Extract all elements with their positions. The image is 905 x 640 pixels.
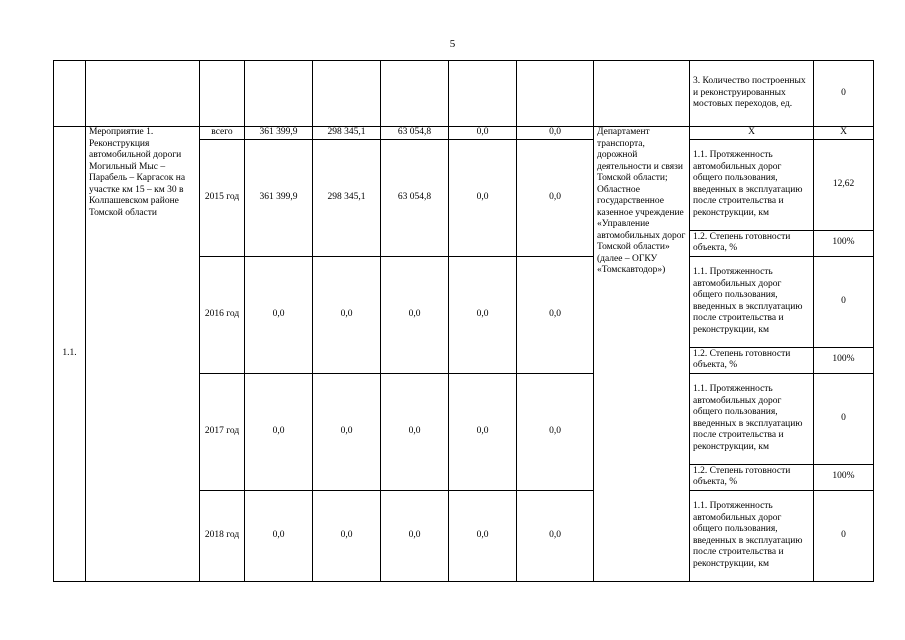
value-cell: 0,0 <box>313 373 381 490</box>
indicator-value-cell: 0 <box>814 490 874 581</box>
value-cell: 361 399,9 <box>245 139 313 256</box>
value-cell: 0,0 <box>245 256 313 373</box>
value-cell: 0,0 <box>517 256 594 373</box>
period-cell: 2018 год <box>200 490 245 581</box>
indicator-cell: 1.2. Степень готовности объекта, % <box>690 230 814 256</box>
value-cell: 0,0 <box>245 490 313 581</box>
value-cell: 0,0 <box>449 127 517 140</box>
period-cell: 2015 год <box>200 139 245 256</box>
executor-cell: Департамент транспорта, дорожной деятельности и связи Томской области; Областное государственное казенное учреждение «Управление автомобильных дорог Томской области» (далее – ОГКУ «Томскавтодор») <box>594 127 690 582</box>
value-cell: 63 054,8 <box>381 127 449 140</box>
indicator-value-cell: 0 <box>814 256 874 347</box>
indicator-cell: 1.1. Протяженность автомобильных дорог общего пользования, введенных в эксплуатацию после строительства и реконструкции, км <box>690 373 814 464</box>
indicator-cell: 3. Количество построенных и реконструированных мостовых переходов, ед. <box>690 61 814 127</box>
value-cell: 0,0 <box>245 373 313 490</box>
value-cell: 0,0 <box>449 256 517 373</box>
indicator-value-cell: 0 <box>814 373 874 464</box>
value-cell: 0,0 <box>517 139 594 256</box>
indicator-cell: Х <box>690 127 814 140</box>
value-cell: 0,0 <box>449 139 517 256</box>
indicator-cell: 1.1. Протяженность автомобильных дорог общего пользования, введенных в эксплуатацию после строительства и реконструкции, км <box>690 139 814 230</box>
value-cell: 0,0 <box>381 373 449 490</box>
value-cell: 0,0 <box>517 490 594 581</box>
page-number: 5 <box>449 38 456 50</box>
value-cell: 0,0 <box>381 256 449 373</box>
indicator-value-cell: 100% <box>814 347 874 373</box>
value-cell: 0,0 <box>449 373 517 490</box>
indicator-cell: 1.2. Степень готовности объекта, % <box>690 464 814 490</box>
table-row <box>54 127 874 140</box>
measure-name-cell: Мероприятие 1. Реконструкция автомобильной дороги Могильный Мыс – Парабель – Каргасок на участке км 15 – км 30 в Колпашевском районе Томской области <box>86 127 200 582</box>
indicator-value-cell: 100% <box>814 464 874 490</box>
value-cell: 298 345,1 <box>313 127 381 140</box>
value-cell: 0,0 <box>449 490 517 581</box>
value-cell: 298 345,1 <box>313 139 381 256</box>
value-cell: 63 054,8 <box>381 139 449 256</box>
value-cell: 0,0 <box>313 256 381 373</box>
value-cell: 361 399,9 <box>245 127 313 140</box>
indicator-cell: 1.2. Степень готовности объекта, % <box>690 347 814 373</box>
period-cell: 2017 год <box>200 373 245 490</box>
value-cell: 0,0 <box>517 127 594 140</box>
table-row <box>54 61 874 127</box>
period-cell: всего <box>200 127 245 140</box>
measure-number-cell: 1.1. <box>54 127 86 582</box>
indicator-value-cell: 0 <box>814 61 874 127</box>
value-cell: 0,0 <box>381 490 449 581</box>
program-measures-table <box>53 60 874 582</box>
value-cell: 0,0 <box>313 490 381 581</box>
indicator-value-cell: 100% <box>814 230 874 256</box>
value-cell: 0,0 <box>517 373 594 490</box>
indicator-cell: 1.1. Протяженность автомобильных дорог общего пользования, введенных в эксплуатацию после строительства и реконструкции, км <box>690 256 814 347</box>
indicator-cell: 1.1. Протяженность автомобильных дорог общего пользования, введенных в эксплуатацию после строительства и реконструкции, км <box>690 490 814 581</box>
period-cell: 2016 год <box>200 256 245 373</box>
indicator-value-cell: Х <box>814 127 874 140</box>
indicator-value-cell: 12,62 <box>814 139 874 230</box>
